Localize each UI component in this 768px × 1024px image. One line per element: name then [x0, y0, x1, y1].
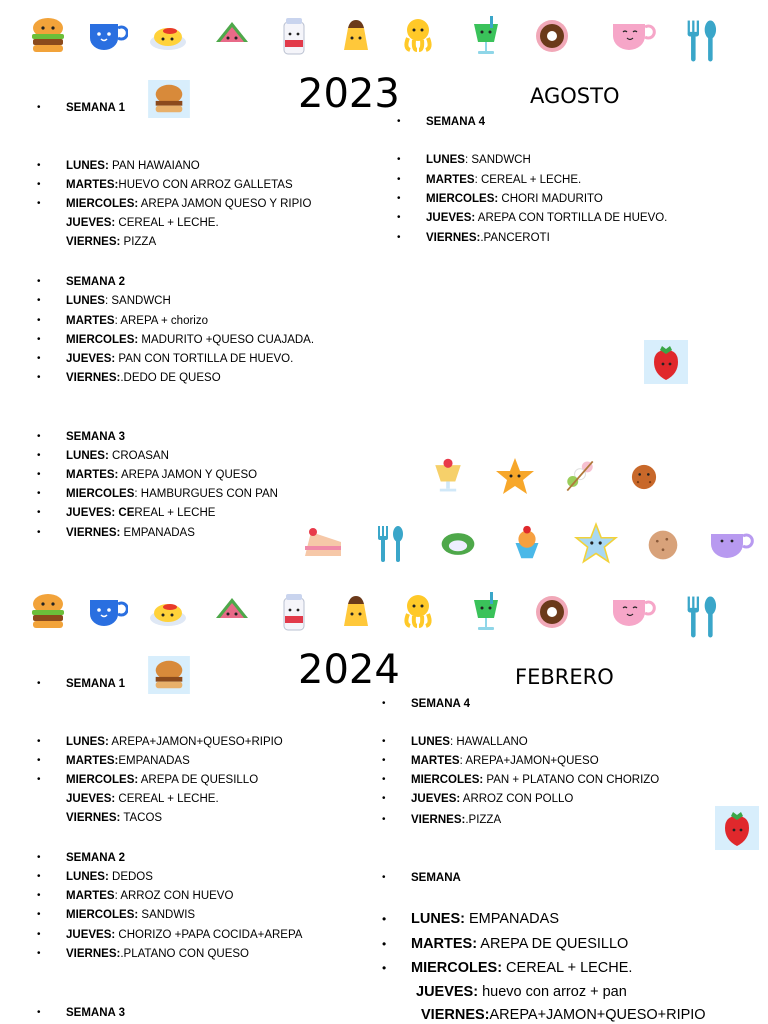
burger-small-icon: [148, 80, 190, 118]
milk-icon: [272, 14, 316, 58]
hamburger-icon: [26, 14, 70, 58]
week3-2023-miercoles: • MIERCOLES: HAMBURGUES CON PAN: [37, 488, 278, 500]
sandwich-icon: [210, 590, 254, 634]
strawberry-icon: [712, 806, 762, 850]
week5-2024-jueves: JUEVES: huevo con arroz + pan: [416, 984, 627, 1000]
week1-2024-miercoles: • MIERCOLES: AREPA DE QUESILLO: [37, 774, 259, 786]
week5-2024-martes: • MARTES: AREPA DE QUESILLO: [382, 936, 629, 952]
pink-cup-icon: [600, 14, 662, 58]
week4-2024-lunes: • LUNES: HAWALLANO: [382, 736, 528, 748]
week4-2023-title: • SEMANA 4: [397, 116, 485, 128]
milk-icon: [272, 590, 316, 634]
omelette-icon: [146, 14, 190, 58]
week5-2024-title: • SEMANA: [382, 872, 461, 884]
week2-2023-miercoles: • MIERCOLES: MADURITO +QUESO CUAJADA.: [37, 334, 315, 346]
week3-2024-title: • SEMANA 3: [37, 1007, 125, 1019]
octopus-icon: [396, 590, 440, 634]
pink-cup-icon: [600, 590, 662, 634]
pudding-icon: [334, 14, 378, 58]
week1-2023-viernes: VIERNES: PIZZA: [66, 236, 157, 248]
week4-2023-martes: • MARTES: CEREAL + LECHE.: [397, 174, 582, 186]
week2-2023-martes: • MARTES: AREPA + chorizo: [37, 315, 208, 327]
week3-2023-jueves: • JUEVES: CEREAL + LECHE: [37, 507, 216, 519]
week4-2023-lunes: • LUNES: SANDWCH: [397, 154, 531, 166]
week2-2024-viernes: • VIERNES:.PLATANO CON QUESO: [37, 948, 249, 960]
week4-2024-title: • SEMANA 4: [382, 698, 470, 710]
parfait-icon: [428, 454, 468, 498]
icon-row-middle: [0, 590, 768, 646]
week3-2023-title: • SEMANA 3: [37, 431, 125, 443]
month-agosto: AGOSTO: [530, 84, 620, 108]
week1-2023-jueves: JUEVES: CEREAL + LECHE.: [66, 217, 219, 229]
sandwich-icon: [210, 14, 254, 58]
week1-2024-lunes: • LUNES: AREPA+JAMON+QUESO+RIPIO: [37, 736, 283, 748]
week4-2023-jueves: • JUEVES: AREPA CON TORTILLA DE HUEVO.: [397, 212, 668, 224]
utensils-icon: [674, 14, 724, 68]
week2-2024-title: • SEMANA 2: [37, 852, 125, 864]
week2-2024-martes: • MARTES: ARROZ CON HUEVO: [37, 890, 234, 902]
drink-icon: [464, 590, 508, 634]
purple-cup-icon: [702, 522, 756, 566]
octopus-icon: [396, 14, 440, 58]
year-2023: 2023: [298, 71, 400, 117]
strawberry-icon: [642, 340, 690, 384]
week2-2023-jueves: • JUEVES: PAN CON TORTILLA DE HUEVO.: [37, 353, 294, 365]
week2-2023-lunes: • LUNES: SANDWCH: [37, 295, 171, 307]
week1-2023-lunes: • LUNES: PAN HAWAIANO: [37, 160, 200, 172]
omelette-icon: [146, 590, 190, 634]
week1-2023-martes: • MARTES:HUEVO CON ARROZ GALLETAS: [37, 179, 293, 191]
week4-2024-viernes: • VIERNES:.PIZZA: [382, 814, 502, 826]
week4-2023-miercoles: • MIERCOLES: CHORI MADURITO: [397, 193, 603, 205]
dango-icon: [560, 456, 600, 496]
week1-2024-martes: • MARTES:EMPANADAS: [37, 755, 190, 767]
week4-2023-viernes: • VIERNES:.PANCEROTI: [397, 232, 550, 244]
week2-2023-title: • SEMANA 2: [37, 276, 125, 288]
week1-2023-title: • SEMANA 1: [37, 102, 125, 114]
cookie-icon: [642, 524, 684, 566]
donut-icon: [530, 14, 574, 58]
hamburger-icon: [26, 590, 70, 634]
week4-2024-jueves: • JUEVES: ARROZ CON POLLO: [382, 793, 574, 805]
utensils-icon: [366, 516, 410, 572]
week2-2024-miercoles: • MIERCOLES: SANDWIS: [37, 909, 196, 921]
month-febrero: FEBRERO: [515, 665, 614, 689]
week3-2023-lunes: • LUNES: CROASAN: [37, 450, 169, 462]
star-icon: [492, 454, 538, 498]
leaf-icon: [434, 524, 482, 564]
burger-small-icon: [148, 656, 190, 694]
week4-2024-martes: • MARTES: AREPA+JAMON+QUESO: [382, 755, 599, 767]
week1-2023-miercoles: • MIERCOLES: AREPA JAMON QUESO Y RIPIO: [37, 198, 312, 210]
week3-2023-martes: • MARTES: AREPA JAMON Y QUESO: [37, 469, 258, 481]
week2-2024-lunes: • LUNES: DEDOS: [37, 871, 153, 883]
week5-2024-viernes: VIERNES:AREPA+JAMON+QUESO+RIPIO: [421, 1007, 706, 1023]
week1-2024-title: • SEMANA 1: [37, 678, 125, 690]
sundae-icon: [506, 518, 548, 568]
week5-2024-miercoles: • MIERCOLES: CEREAL + LECHE.: [382, 960, 633, 976]
week4-2024-miercoles: • MIERCOLES: PAN + PLATANO CON CHORIZO: [382, 774, 660, 786]
week2-2023-viernes: • VIERNES:.DEDO DE QUESO: [37, 372, 221, 384]
teacup-icon: [84, 590, 128, 634]
week5-2024-lunes: • LUNES: EMPANADAS: [382, 911, 559, 927]
year-2024: 2024: [298, 647, 400, 693]
week1-2024-viernes: VIERNES: TACOS: [66, 812, 163, 824]
icon-row-top: [0, 14, 768, 70]
drink-icon: [464, 14, 508, 58]
utensils-icon: [674, 590, 724, 644]
teacup-icon: [84, 14, 128, 58]
week2-2024-jueves: • JUEVES: CHORIZO +PAPA COCIDA+AREPA: [37, 929, 303, 941]
week3-2023-viernes: • VIERNES: EMPANADAS: [37, 527, 195, 539]
pudding-icon: [334, 590, 378, 634]
blue-star-icon: [572, 520, 620, 566]
cake-icon: [300, 522, 346, 566]
week1-2024-jueves: JUEVES: CEREAL + LECHE.: [66, 793, 219, 805]
donut-icon: [530, 590, 574, 634]
cookie-icon: [624, 458, 664, 496]
